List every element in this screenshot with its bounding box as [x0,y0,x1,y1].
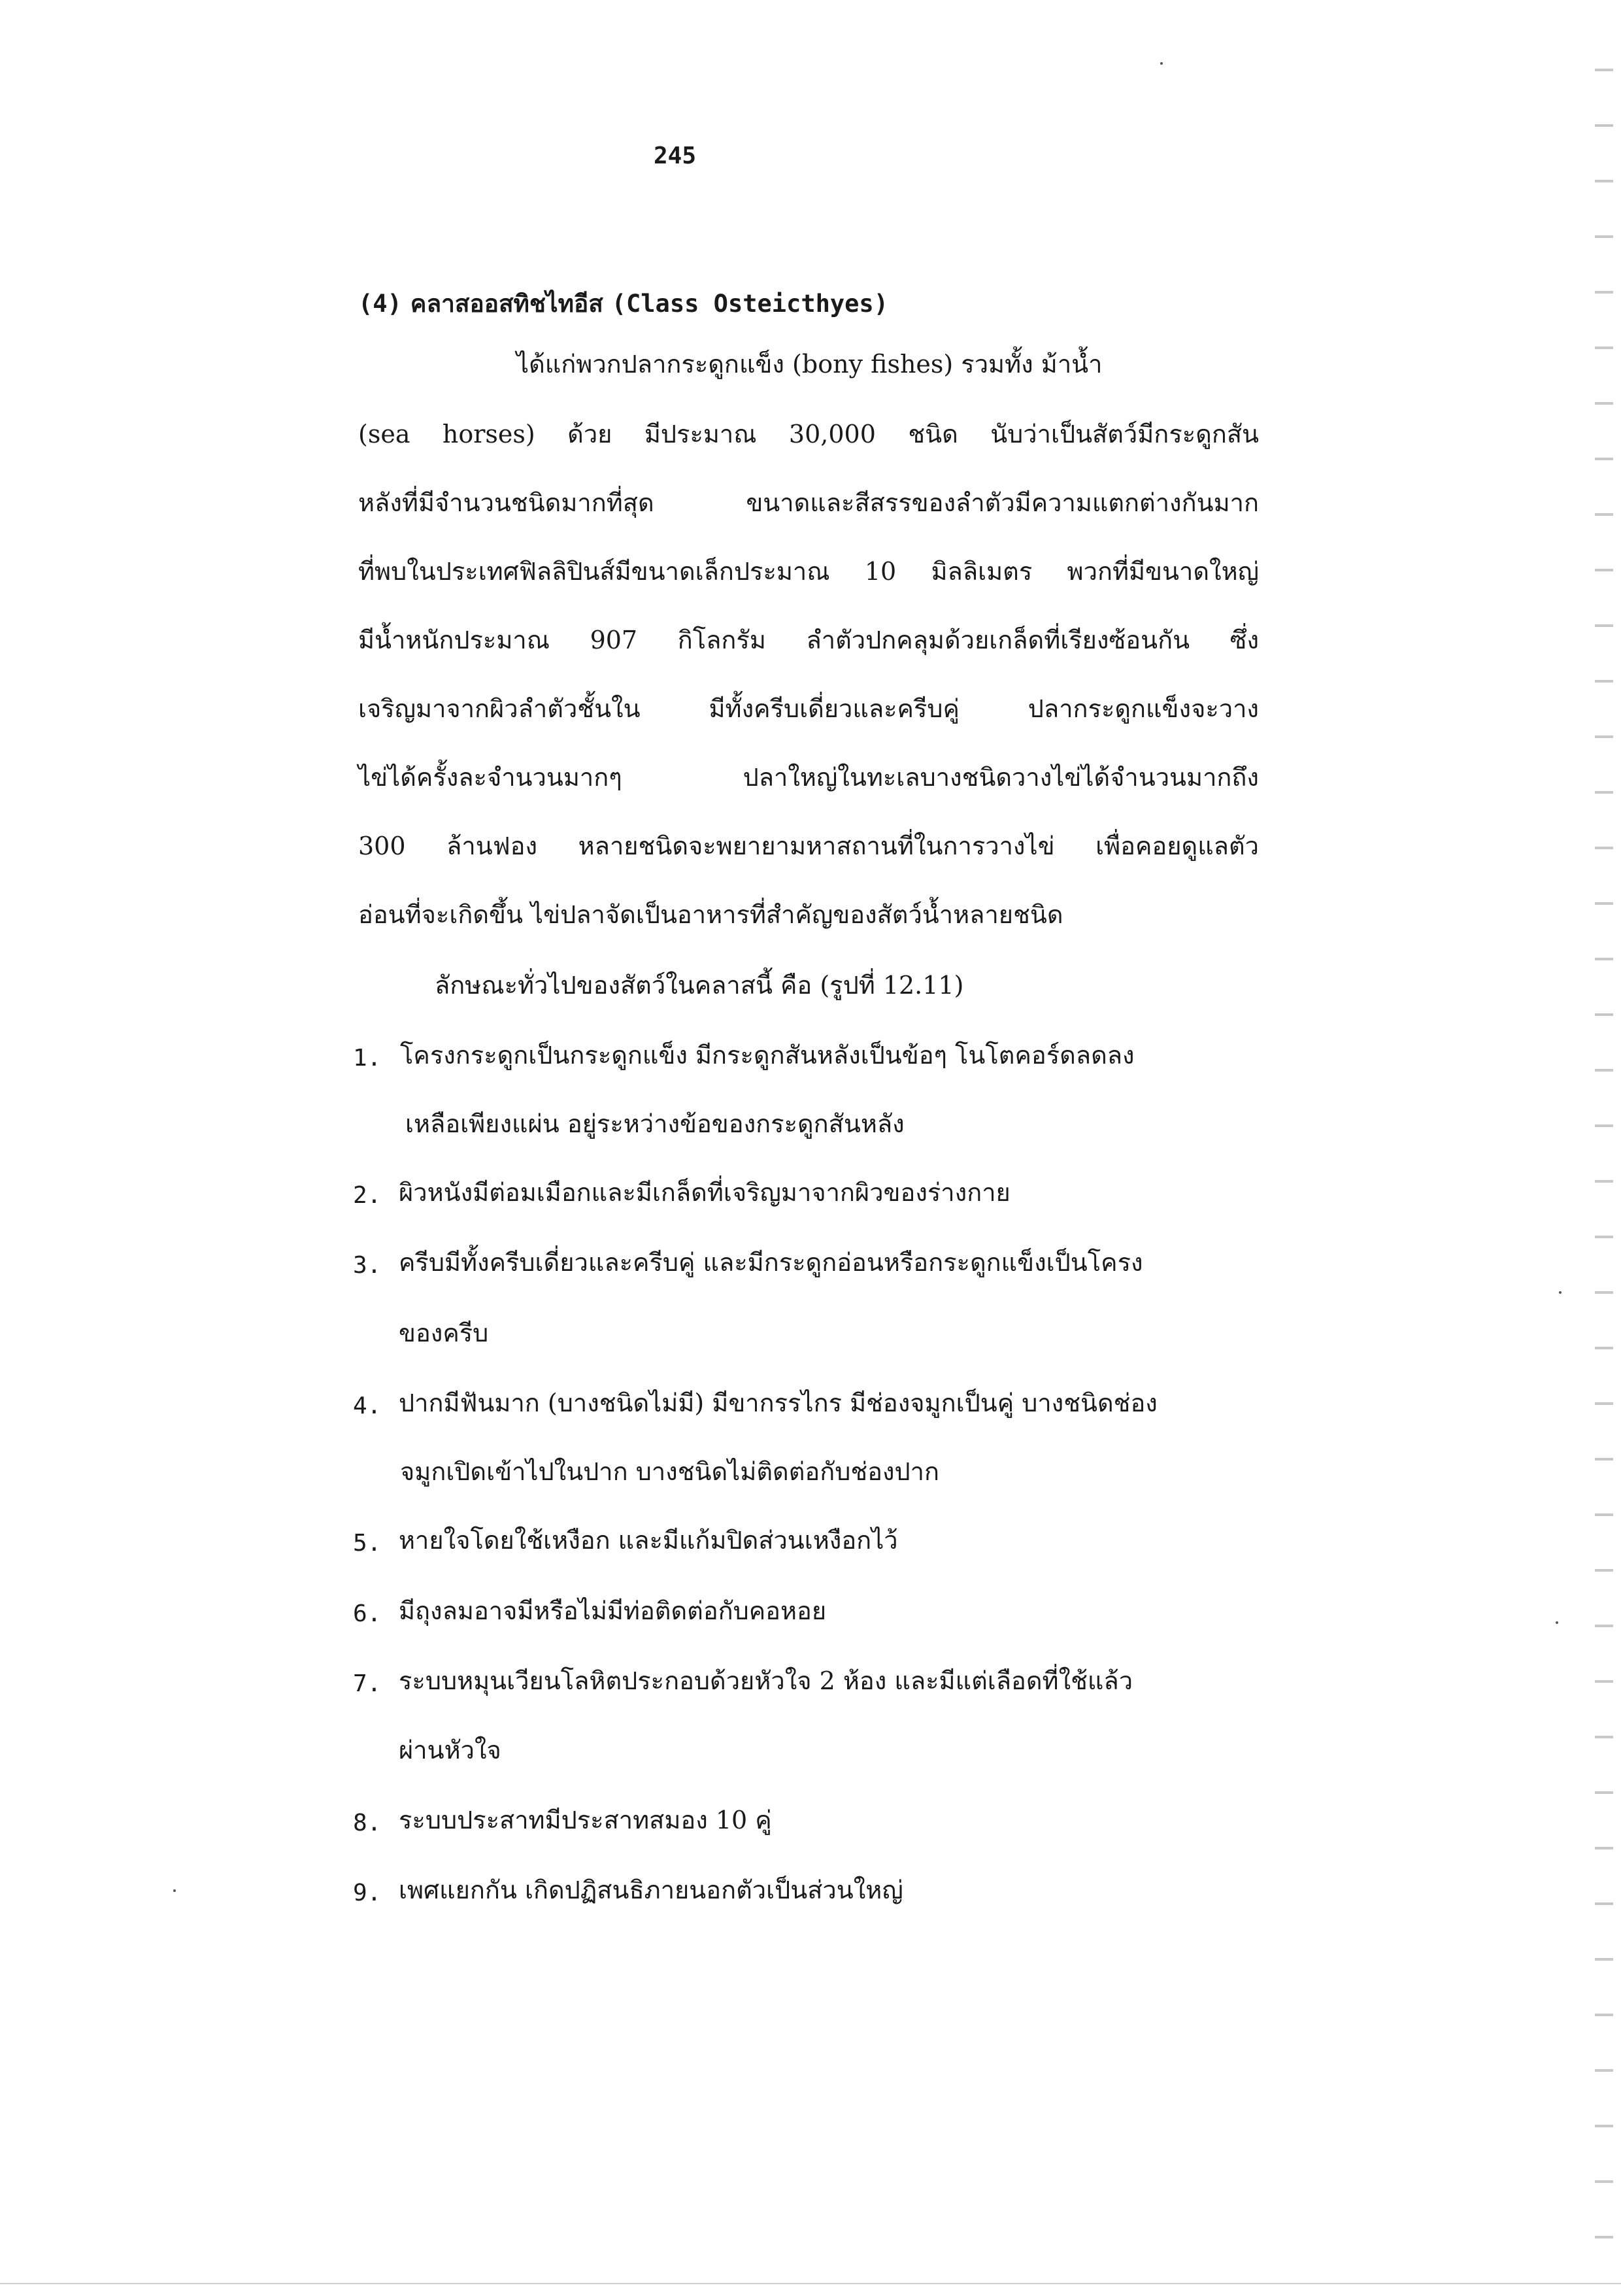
list-item-number: 3. [353,1252,382,1279]
paragraph-line: 300 ล้านฟอง หลายชนิดจะพยายามหาสถานที่ในการวางไข่ เพื่อคอยดูแลตัว [358,832,1259,860]
paragraph-line: หลังที่มีจำนวนชนิดมากที่สุด ขนาดและสีสรรของลำตัวมีความแตกต่างกันมาก [358,488,1259,517]
scan-bottom-edge [0,2283,1621,2284]
section-heading [358,284,888,323]
scan-speck [1160,62,1163,65]
paragraph-line: อ่อนที่จะเกิดขึ้น ไข่ปลาจัดเป็นอาหารที่สำคัญของสัตว์น้ำหลายชนิด [358,900,1063,929]
list-item-number: 2. [353,1182,382,1209]
heading-number: (4) [358,290,402,318]
list-item-number: 8. [353,1810,382,1836]
list-item-text: ของครีบ [399,1319,489,1347]
scan-speck [173,1889,176,1892]
page-number: 245 [654,143,697,169]
list-item-number: 6. [353,1600,382,1627]
heading-thai: คลาสออสทิชไทอีส [410,289,603,318]
binding-edge-marks [1582,0,1621,2296]
heading-latin: (Class Osteicthyes) [611,290,888,318]
paragraph-line: ที่พบในประเทศฟิลลิปินส์มีขนาดเล็กประมาณ 10 มิลลิเมตร พวกที่มีขนาดใหญ่ [358,557,1259,586]
list-item-number: 7. [353,1670,382,1697]
paragraph-line: มีน้ำหนักประมาณ 907 กิโลกรัม ลำตัวปกคลุมด้วยเกล็ดที่เรียงซ้อนกัน ซึ่ง [358,626,1259,654]
list-item-number: 1. [353,1045,382,1072]
scan-speck [1559,1291,1562,1294]
paragraph-line: (sea horses) ด้วย มีประมาณ 30,000 ชนิด นับว่าเป็นสัตว์มีกระดูกสัน [358,420,1259,448]
list-item-text: ปากมีฟันมาก (บางชนิดไม่มี) มีขากรรไกร มีช่องจมูกเป็นคู่ บางชนิดช่อง [399,1389,1158,1417]
list-item-text: ครีบมีทั้งครีบเดี่ยวและครีบคู่ และมีกระดูกอ่อนหรือกระดูกแข็งเป็นโครง [399,1248,1143,1277]
scan-speck [1556,1621,1558,1624]
list-item-number: 5. [353,1530,382,1557]
intro-line: ลักษณะทั่วไปของสัตว์ในคลาสนี้ คือ (รูปที่ 12.11) [435,971,964,1000]
list-item-number: 9. [353,1880,382,1906]
paragraph-line: ได้แก่พวกปลากระดูกแข็ง (bony fishes) รวมทั้ง ม้าน้ำ [516,350,1103,379]
list-item-text: ผิวหนังมีต่อมเมือกและมีเกล็ดที่เจริญมาจากผิวของร่างกาย [399,1178,1011,1207]
list-item-text: โครงกระดูกเป็นกระดูกแข็ง มีกระดูกสันหลังเป็นข้อๆ โนโตคอร์ดลดลง [400,1041,1135,1070]
list-item-text: เหลือเพียงแผ่น อยู่ระหว่างข้อของกระดูกสันหลัง [405,1109,905,1138]
list-item-text: ระบบประสาทมีประสาทสมอง 10 คู่ [399,1806,772,1834]
list-item-text: หายใจโดยใช้เหงือก และมีแก้มปิดส่วนเหงือกไว้ [399,1526,898,1555]
list-item-text: ระบบหมุนเวียนโลหิตประกอบด้วยหัวใจ 2 ห้อง และมีแต่เลือดที่ใช้แล้ว [399,1666,1133,1695]
list-item-text: จมูกเปิดเข้าไปในปาก บางชนิดไม่ติดต่อกับช่องปาก [400,1457,939,1486]
list-item-number: 4. [353,1393,382,1419]
list-item-text: มีถุงลมอาจมีหรือไม่มีท่อติดต่อกับคอหอย [399,1596,827,1625]
paragraph-line: เจริญมาจากผิวลำตัวชั้นใน มีทั้งครีบเดี่ยวและครีบคู่ ปลากระดูกแข็งจะวาง [358,694,1259,723]
list-item-text: เพศแยกกัน เกิดปฏิสนธิภายนอกตัวเป็นส่วนใหญ่ [399,1876,903,1904]
list-item-text: ผ่านหัวใจ [399,1736,501,1764]
paragraph-line: ไข่ได้ครั้งละจำนวนมากๆ ปลาใหญ่ในทะเลบางชนิดวางไข่ได้จำนวนมากถึง [358,763,1259,792]
